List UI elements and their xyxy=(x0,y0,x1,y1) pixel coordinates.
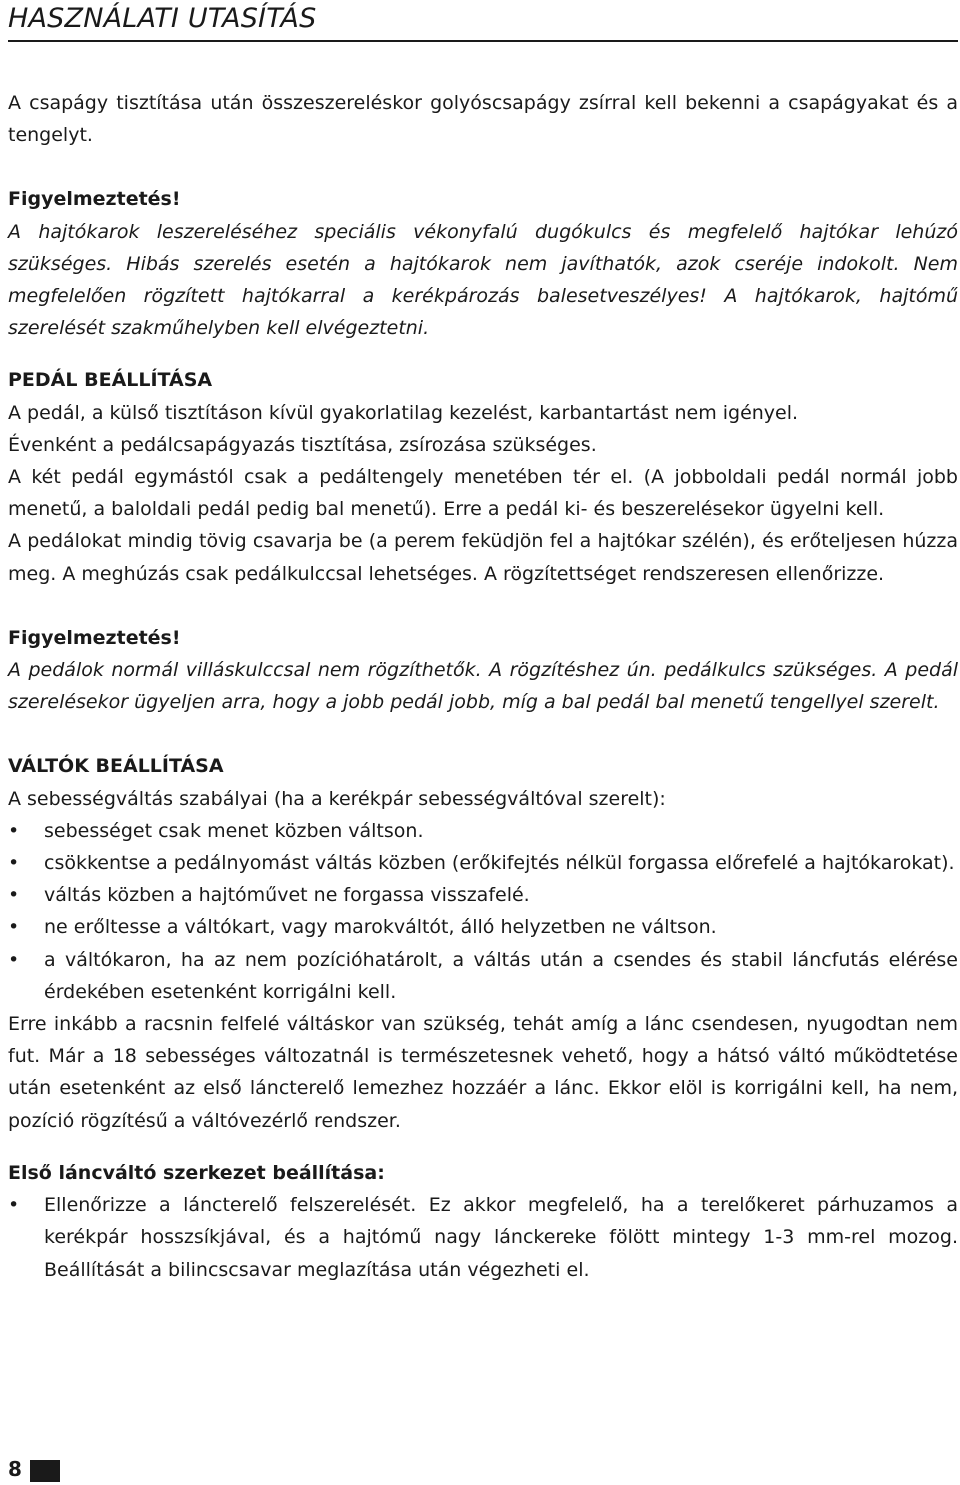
shifter-outro: Erre inkább a racsnin felfelé váltáskor van szükség, tehát amíg a lánc csendesen, nyugodtan nem fut. Már a 18 sebességes változatnál is természetesnek vehető, hogy a hátsó váltó működtetése után esetenként az első láncterelő lemezhez hozzáér a lánc. Ekkor elöl is korrigálni kell, ha nem, pozíció rögzítésű a váltóvezérlő rendszer. xyxy=(8,1013,958,1132)
pedal-paragraph: A pedál, a külső tisztításon kívül gyakorlatilag kezelést, karbantartást nem igényel. xyxy=(8,401,799,424)
warning-title-2: Figyelmeztetés! xyxy=(8,626,181,649)
list-item: • a váltókaron, ha az nem pozícióhatárolt, a váltás után a csendes és stabil láncfutás elérése érdekében esetenként korrigálni kell. xyxy=(8,944,958,1008)
list-item: • ne erőltesse a váltókart, vagy marokváltót, álló helyzetben ne váltson. xyxy=(8,911,958,943)
pedal-paragraph: A két pedál egymástól csak a pedáltengely menetében tér el. (A jobboldali pedál normál jobb menetű, a baloldali pedál pedig bal menetű). Erre a pedál ki- és beszerelésekor ügyelni kell. xyxy=(8,466,958,521)
shifter-section-title: VÁLTÓK BEÁLLÍTÁSA xyxy=(8,755,224,778)
front-derailleur-list xyxy=(8,1189,958,1286)
page-number: 8 xyxy=(8,1457,22,1481)
warning-text-1: A hajtókarok leszereléséhez speciális vékonyfalú dugókulcs és megfelelő hajtókar lehúzó szükséges. Hibás szerelés esetén a hajtókarok nem javíthatók, azok cseréje indokolt. Nem megfelelően rögzített hajtókarral a kerékpározás balesetveszélyes! A hajtókarok, hajtómű szerelését szakműhelyben kell elvégeztetni. xyxy=(8,220,958,340)
document-title: HASZNÁLATI UTASÍTÁS xyxy=(8,3,317,34)
pedal-paragraph: Évenként a pedálcsapágyazás tisztítása, zsírozása szükséges. xyxy=(8,433,597,456)
page-content xyxy=(8,87,958,1286)
shifter-rules-list xyxy=(8,815,958,1008)
warning-title-1: Figyelmeztetés! xyxy=(8,188,181,211)
page-footer xyxy=(0,1456,60,1482)
pedal-paragraph: A pedálokat mindig tövig csavarja be (a perem feküdjön fel a hajtókar szélén), és erőteljesen húzza meg. A meghúzás csak pedálkulccsal lehetséges. A rögzítettséget rendszeresen ellenőrizze. xyxy=(8,530,958,585)
list-item: • sebességet csak menet közben váltson. xyxy=(8,815,958,847)
list-item: • Ellenőrizze a láncterelő felszerelését. Ez akkor megfelelő, ha a terelőkeret párhuzamos a kerékpár hosszsíkjával, és a hajtómű nagy lánckereke fölött mintegy 1-3 mm-rel mozog. Beállítását a bilincscsavar meglazítása után végezheti el. xyxy=(8,1189,958,1286)
pedal-section-title: PEDÁL BEÁLLÍTÁSA xyxy=(8,369,213,392)
footer-bar xyxy=(30,1460,60,1482)
list-item: • csökkentse a pedálnyomást váltás közben (erőkifejtés nélkül forgassa előrefelé a hajtókarokat). xyxy=(8,847,958,879)
front-derailleur-title: Első láncváltó szerkezet beállítása: xyxy=(8,1161,385,1184)
intro-paragraph: A csapágy tisztítása után összeszereléskor golyóscsapágy zsírral kell bekenni a csapágyakat és a tengelyt. xyxy=(8,92,958,147)
list-item: • váltás közben a hajtóművet ne forgassa visszafelé. xyxy=(8,879,958,911)
page-header xyxy=(8,0,958,42)
warning-text-2: A pedálok normál villáskulccsal nem rögzíthetők. A rögzítéshez ún. pedálkulcs szükséges. A pedál szerelésekor ügyeljen arra, hogy a jobb pedál jobb, míg a bal pedál bal menetű tengellyel szerelt. xyxy=(8,659,958,714)
shifter-intro: A sebességváltás szabályai (ha a kerékpár sebességváltóval szerelt): xyxy=(8,787,666,810)
